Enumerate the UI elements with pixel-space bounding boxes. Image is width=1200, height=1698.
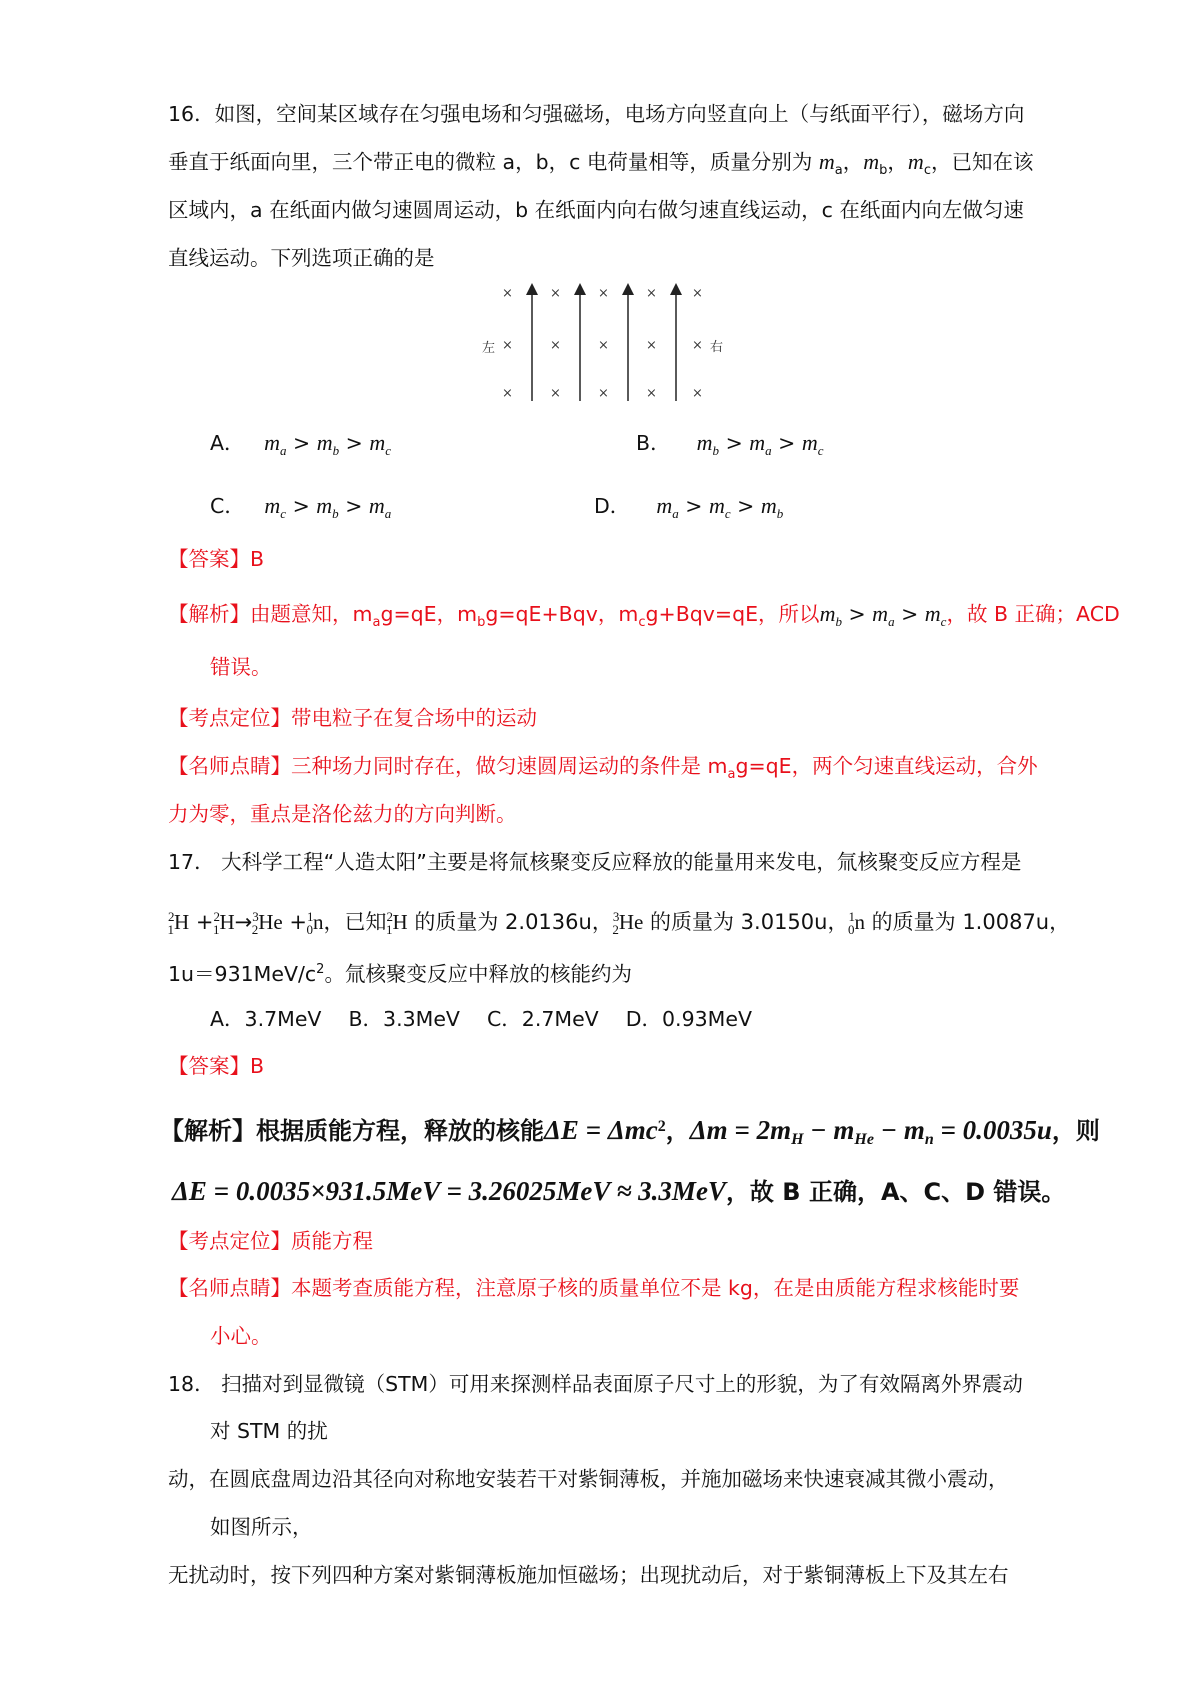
svg-text:×: × — [502, 338, 513, 353]
svg-text:×: × — [598, 286, 609, 301]
q16-answer — [168, 544, 264, 574]
svg-text:×: × — [598, 386, 609, 401]
svg-text:×: × — [692, 338, 703, 353]
q16-line-2: 垂直于纸面向里，三个带正电的微粒 a，b，c 电荷量相等，质量分别为 $m_a$，$m_b$，$m_c$，已知在该 — [168, 149, 1034, 178]
svg-text:×: × — [646, 386, 657, 401]
q16-line-2-tail: ，已知在该 — [930, 150, 1034, 174]
q16-line-1: 16．如图，空间某区域存在匀强电场和匀强磁场，电场方向竖直向上（与纸面平行），磁场方向 — [168, 102, 1025, 126]
mass-subscript: a — [834, 163, 843, 178]
q16-line-3: 区域内，a 在纸面内做匀速圆周运动，b 在纸面内向右做匀速直线运动，c 在纸面内向左做匀速 — [168, 198, 1024, 222]
option-b-label: B． — [636, 431, 671, 455]
option-c[interactable]: C． $m_c > m_b > m_a$ — [210, 493, 392, 521]
field-diagram — [470, 283, 740, 405]
svg-text:×: × — [692, 386, 703, 401]
q18-line-3: 动，在圆底盘周边沿其径向对称地安装若干对紫铜薄板，并施加磁场来快速衰减其微小震动， — [168, 1467, 1009, 1491]
q16-mingshi-line-2: 力为零，重点是洛伦兹力的方向判断。 — [168, 802, 517, 826]
q17-line-1: 17． 大科学工程“人造太阳”主要是将氚核聚变反应释放的能量用来发电，氚核聚变反应方程是 — [168, 850, 1022, 874]
q17-options[interactable]: A．3.7MeV B．3.3MeV C．2.7MeV D．0.93MeV — [210, 1007, 752, 1031]
svg-text:×: × — [646, 286, 657, 301]
q17-line-3: $1u=931MeV/c^2$。氚核聚变反应中释放的核能约为 — [168, 962, 632, 986]
q17-answer: 【答案】B — [168, 1054, 265, 1078]
mass-symbol: m — [818, 149, 835, 174]
q17-mingshi: 【名师点睛】本题考查质能方程，注意原子核的质量单位不是 kg，在是由质能方程求核能时要 — [168, 1276, 1020, 1300]
left-label: 左 — [482, 341, 496, 356]
answer-tag: 【答案】 — [168, 547, 250, 571]
option-d[interactable]: D． $m_a > m_c > m_b$ — [594, 493, 784, 521]
svg-text:×: × — [646, 338, 657, 353]
mass-symbol: m — [907, 149, 924, 174]
option-d-label: D． — [594, 494, 631, 518]
q17-kaodian: 【考点定位】质能方程 — [168, 1229, 373, 1253]
svg-text:×: × — [502, 386, 513, 401]
mass-subscript: b — [879, 163, 888, 178]
right-label: 右 — [710, 340, 724, 355]
q16-analysis: 【解析】由题意知，$m_ag=qE$，$m_bg=qE+Bqv$，$m_cg+Bqv=qE$，所以$m_b > m_a > m_c$，故 B 正确；ACD — [168, 601, 1120, 630]
q17-analysis: 【解析】根据质能方程，释放的核能ΔE = Δmc$^2$，Δm = 2mH − mHe − mn = 0.0035u，则 — [160, 1115, 1100, 1148]
svg-text:×: × — [692, 286, 703, 301]
svg-text:×: × — [550, 338, 561, 353]
q16-kaodian: 【考点定位】带电粒子在复合场中的运动 — [168, 706, 537, 730]
q18-line-5: 无扰动时，按下列四种方案对紫铜薄板施加恒磁场；出现扰动后，对于紫铜薄板上下及其左右 — [168, 1563, 1009, 1587]
svg-text:×: × — [550, 286, 561, 301]
q18-line-4: 如图所示， — [210, 1515, 313, 1539]
q16-analysis-line-2: 错误。 — [210, 655, 272, 679]
mass-subscript: c — [923, 163, 931, 178]
q18-line-1: 18． 扫描对到显微镜（STM）可用来探测样品表面原子尺寸上的形貌，为了有效隔离外界震动 — [168, 1372, 1023, 1396]
mass-symbol: m — [863, 149, 880, 174]
q16-line-4: 直线运动。下列选项正确的是 — [168, 246, 435, 270]
option-a[interactable]: A． $m_a > m_b > m_c$ — [210, 430, 391, 458]
option-a-label: A． — [210, 431, 245, 455]
q18-line-2: 对 STM 的扰 — [210, 1419, 328, 1443]
q17-line-2: $^2_1$H +$^2_1$H→$^3_2$He +$^1_0$n，已知$^2_1$H 的质量为 2.0136u，$^3_2$He 的质量为 3.0150u，$^1_0$n 的质量为 1.0087u， — [167, 909, 1071, 937]
q16-line-2-text: 垂直于纸面向里，三个带正电的微粒 a，b，c 电荷量相等，质量分别为 — [168, 150, 819, 174]
option-c-label: C． — [210, 494, 245, 518]
answer-value: B — [250, 547, 265, 571]
q17-analysis-line-2: ΔE = 0.0035×931.5MeV = 3.26025MeV ≈ 3.3MeV，故 B 正确，A、C、D 错误。 — [172, 1176, 1066, 1206]
q17-mingshi-line-2: 小心。 — [210, 1324, 272, 1348]
option-b[interactable]: B． $m_b > m_a > m_c$ — [636, 430, 824, 458]
q16-mingshi: 【名师点睛】三种场力同时存在，做匀速圆周运动的条件是 $m_ag=qE$，两个匀速直线运动，合外 — [168, 754, 1038, 782]
svg-text:×: × — [550, 386, 561, 401]
svg-text:×: × — [598, 338, 609, 353]
svg-text:×: × — [502, 286, 513, 301]
